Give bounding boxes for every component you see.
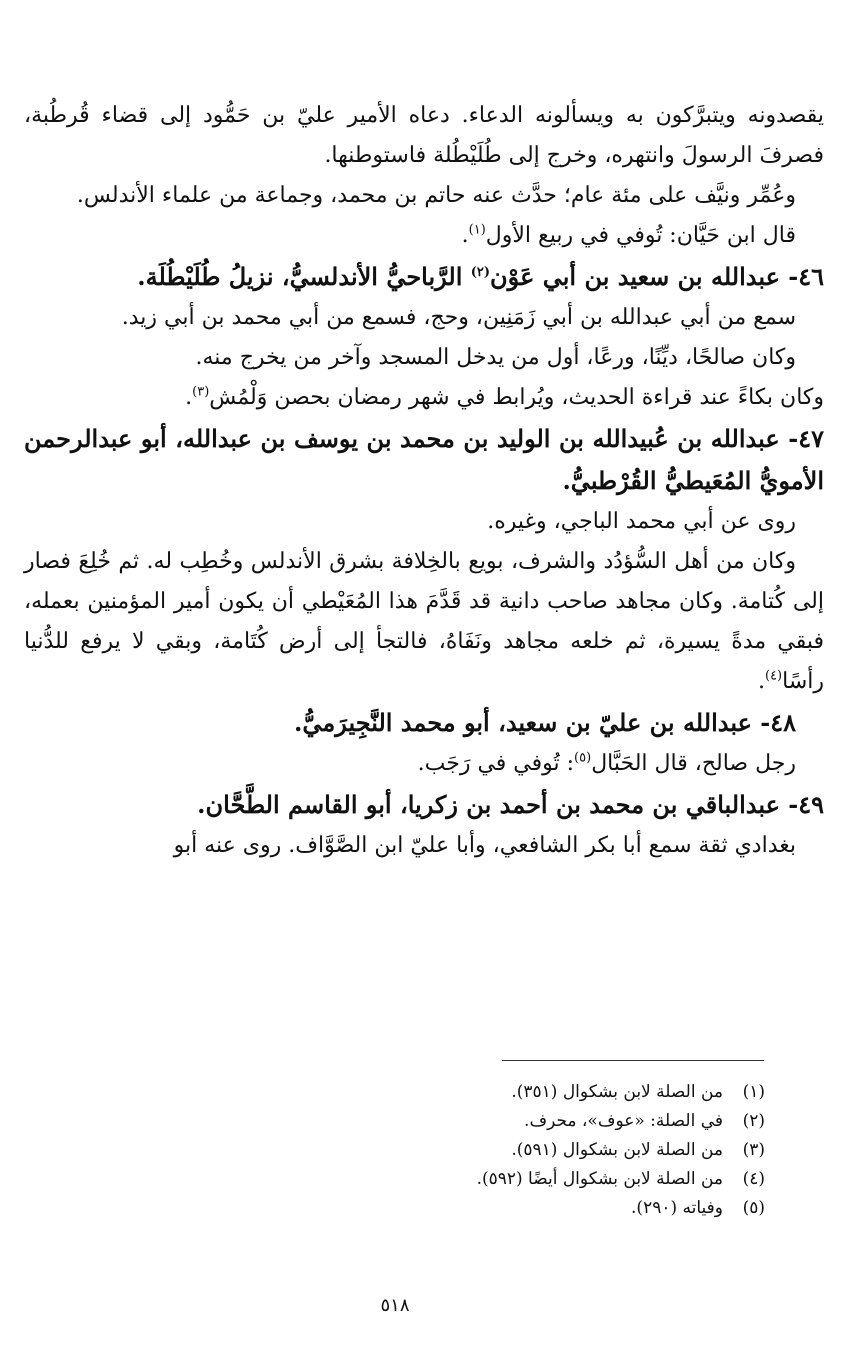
paragraph-text: وكان بكاءً عند قراءة الحديث، ويُرابط في شهر رمضان بحصن وَلْمُش [209,385,824,410]
footnote-number: (٥) [742,1198,765,1218]
paragraph-end: . [185,385,193,410]
paragraph-rest: : تُوفي في رَجَب. [417,751,575,776]
paragraph [24,744,824,784]
paragraph-end: . [757,669,765,694]
footnote-item [100,1136,765,1165]
footnote-number: (١) [742,1082,765,1102]
footnote-text: وفياته (٢٩٠). [631,1198,723,1218]
paragraph-end: . [461,223,469,248]
paragraph: وكان صالحًا، ديِّنًا، ورعًا، أول من يدخل المسجد وآخر من يخرج منه. [195,345,796,370]
entry-heading-46 [24,256,824,298]
paragraph: بغدادي ثقة سمع أبا بكر الشافعي، وأبا عليّ ابن الصَّوَّاف. روى عنه أبو [173,833,796,858]
footnote-number: (٣) [742,1140,765,1160]
footnote-item [100,1107,765,1136]
footnote-item [100,1078,765,1107]
paragraph-text: وكان من أهل السُّؤدُد والشرف، بويع بالخِلافة بشرق الأندلس وخُطِب له. ثم خُلِعَ فصار إلى كُتامة. وكان مجاهد صاحب دانية قد قَدَّمَ هذا المُعَيْطي أن يكون أمير المؤمنين بعمله، فبقي مدةً يسيرة، ثم خلعه مجاهد ونَفَاهُ، فالتجأ إلى أرض كُتَامة، وبقي لا يرفع للدُّنيا رأسًا [24,549,824,694]
footnote-item [100,1165,765,1194]
footnote-ref: (٢) [470,265,491,280]
main-text [24,96,824,866]
footnote-number: (٢) [742,1111,765,1131]
footnote-divider [502,1060,764,1061]
page-number: ٥١٨ [380,1295,410,1316]
paragraph: سمع من أبي عبدالله بن أبي زَمَنِين، وحج، فسمع من أبي محمد بن أبي زيد. [121,305,796,330]
paragraph: روى عن أبي محمد الباجي، وغيره. [487,509,796,534]
paragraph-text: قال ابن حَيَّان: تُوفي في ربيع الأول [485,223,796,248]
entry-heading-rest: الرَّباحيُّ الأندلسيُّ، نزيلُ طُلَيْطُلَة. [137,262,471,291]
footnote-ref: (٣) [192,384,210,400]
paragraph [24,378,824,418]
paragraph: يقصدونه ويتبرَّكون به ويسألونه الدعاء. دعاه الأمير عليّ بن حَمُّود إلى قضاء قُرطُبة، فصرفَ الرسولَ وانتهره، وخرج إلى طُلَيْطُلة فاستوطنها. [24,103,824,168]
footnotes [100,1078,765,1223]
paragraph: وعُمِّر ونيَّف على مئة عام؛ حدَّث عنه حاتم بن محمد، وجماعة من علماء الأندلس. [76,183,796,208]
entry-heading-48: ٤٨- عبدالله بن عليّ بن سعيد، أبو محمد النَّجِيرَميُّ. [294,708,796,737]
entry-heading-text: ٤٦- عبدالله بن سعيد بن أبي عَوْن [490,262,824,291]
footnote-text: من الصلة لابن بشكوال (٥٩١). [511,1140,723,1160]
footnote-ref: (٥) [574,750,592,766]
paragraph-text: رجل صالح، قال الحَبَّال [591,751,796,776]
entry-heading-49: ٤٩- عبدالباقي بن محمد بن أحمد بن زكريا، أبو القاسم الطَّحَّان. [197,790,824,819]
footnote-item [100,1194,765,1223]
footnote-ref: (٤) [764,668,783,684]
footnote-text: في الصلة: «عوف»، محرف. [524,1111,723,1131]
footnote-number: (٤) [742,1169,765,1189]
paragraph [24,542,824,702]
footnote-text: من الصلة لابن بشكوال (٣٥١). [511,1082,723,1102]
paragraph [24,216,824,256]
footnote-text: من الصلة لابن بشكوال أيضًا (٥٩٢). [476,1169,723,1189]
footnote-ref: (١) [468,222,486,238]
entry-heading-47: ٤٧- عبدالله بن عُبيدالله بن الوليد بن محمد بن يوسف بن عبدالله، أبو عبدالرحمن الأمويُّ المُعَيطيُّ القُرْطبيُّ. [24,424,824,495]
